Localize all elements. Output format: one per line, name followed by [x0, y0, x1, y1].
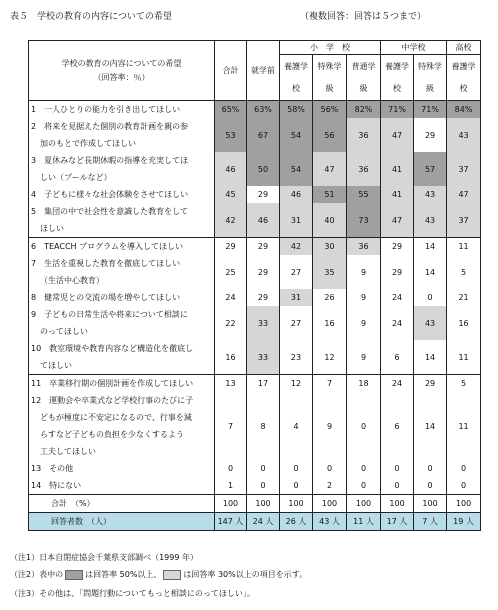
row-value: 12 — [313, 340, 347, 375]
table-row — [29, 477, 481, 495]
row-label — [29, 186, 215, 203]
row-value: 47 — [381, 203, 414, 238]
respondents-row — [29, 513, 481, 531]
header-group-junior: 中学校 — [381, 41, 447, 55]
row-value: 36 — [347, 152, 381, 186]
row-label — [29, 289, 215, 306]
row-value: 14 — [414, 238, 447, 256]
header-col-0-bottom: 校 — [280, 78, 313, 101]
row-label — [29, 477, 215, 495]
header-col-2-top: 普通学 — [347, 55, 381, 78]
row-label — [29, 392, 215, 460]
respondents-row-value: 7 人 — [414, 513, 447, 531]
row-value: 29 — [247, 255, 280, 289]
row-value: 16 — [215, 340, 247, 375]
row-value: 8 — [247, 392, 280, 460]
respondents-row-label: 回答者数 （人） — [29, 513, 215, 531]
row-value: 11 — [447, 238, 481, 256]
row-value: 36 — [347, 238, 381, 256]
row-value: 82% — [347, 101, 381, 119]
note-2-suffix: は回答率 30%以上の項目を示す。 — [183, 570, 308, 579]
row-value: 0 — [414, 289, 447, 306]
row-value: 29 — [247, 289, 280, 306]
row-value: 0 — [347, 460, 381, 477]
row-value: 9 — [347, 306, 381, 340]
row-label-line: 8 健常児との交流の場を増やしてほしい — [31, 293, 181, 302]
row-label-line: 1 一人ひとりの能力を引き出してほしい — [31, 105, 181, 114]
row-value: 6 — [381, 340, 414, 375]
row-value: 0 — [381, 477, 414, 495]
row-value: 31 — [280, 203, 313, 238]
row-value: 23 — [280, 340, 313, 375]
row-label — [29, 340, 215, 375]
row-value: 0 — [414, 460, 447, 477]
respondents-row-value: 147 人 — [215, 513, 247, 531]
row-label-line: 13 その他 — [31, 464, 74, 473]
row-label-line: 工夫してほしい — [40, 447, 96, 456]
survey-table — [28, 40, 481, 531]
table-row — [29, 203, 481, 238]
row-label — [29, 255, 215, 289]
row-value: 29 — [381, 238, 414, 256]
respondents-row-value: 11 人 — [347, 513, 381, 531]
row-value: 0 — [414, 477, 447, 495]
row-value: 0 — [215, 460, 247, 477]
respondents-row-value: 43 人 — [313, 513, 347, 531]
row-label — [29, 118, 215, 152]
row-value: 24 — [215, 289, 247, 306]
row-label — [29, 101, 215, 119]
row-value: 0 — [313, 460, 347, 477]
respondents-row-value: 26 人 — [280, 513, 313, 531]
header-col-0-top: 養護学 — [280, 55, 313, 78]
row-value: 55 — [347, 186, 381, 203]
row-value: 0 — [247, 477, 280, 495]
total-row-value: 100 — [215, 495, 247, 513]
survey-table-body — [29, 101, 481, 531]
row-value: 25 — [215, 255, 247, 289]
row-value: 53 — [215, 118, 247, 152]
row-value: 71% — [381, 101, 414, 119]
row-value: 54 — [280, 118, 313, 152]
total-row-label: 合計 （%） — [29, 495, 215, 513]
row-value: 47 — [381, 118, 414, 152]
row-value: 0 — [347, 392, 381, 460]
note-2-prefix: （注2）表中の — [10, 570, 64, 579]
note-2 — [10, 569, 307, 580]
table-row — [29, 152, 481, 186]
row-value: 43 — [414, 306, 447, 340]
table-row — [29, 289, 481, 306]
row-value: 56% — [313, 101, 347, 119]
row-label-line: 14 特にない — [31, 481, 82, 490]
row-value: 36 — [347, 118, 381, 152]
row-value: 29 — [215, 238, 247, 256]
note-2-mid: は回答率 50%以上、 — [85, 570, 162, 579]
table-row — [29, 460, 481, 477]
row-value: 31 — [280, 289, 313, 306]
row-label-line: 3 夏休みなど長期休暇の指導を充実してほ — [31, 156, 189, 165]
header-preschool: 就学前 — [247, 41, 280, 101]
row-value: 37 — [447, 203, 481, 238]
row-value: 11 — [447, 340, 481, 375]
total-row-value: 100 — [280, 495, 313, 513]
row-value: 0 — [347, 477, 381, 495]
row-value: 13 — [215, 375, 247, 393]
row-label-line: 10 教室環境や教育内容など構造化を徹底し — [31, 344, 194, 353]
row-value: 5 — [447, 255, 481, 289]
note-1: （注1）日本自閉症協会千葉県支部調べ（1999 年） — [10, 553, 198, 562]
row-value: 9 — [313, 392, 347, 460]
table-row — [29, 186, 481, 203]
header-item-title: 学校の教育の内容についての希望 — [61, 58, 182, 68]
row-value: 40 — [313, 203, 347, 238]
total-row-value: 100 — [414, 495, 447, 513]
total-row-value: 100 — [381, 495, 414, 513]
table-row — [29, 238, 481, 256]
row-value: 46 — [280, 186, 313, 203]
row-value: 45 — [215, 186, 247, 203]
row-label-line: 5 集団の中で社会性を意識した教育をして — [31, 207, 189, 216]
row-value: 51 — [313, 186, 347, 203]
row-value: 50 — [247, 152, 280, 186]
row-label-line: 2 将来を見据えた個別の教育計画を親の参 — [31, 122, 189, 131]
header-col-3-bottom: 校 — [381, 78, 414, 101]
row-value: 17 — [247, 375, 280, 393]
header-col-5-bottom: 校 — [447, 78, 481, 101]
row-value: 29 — [414, 375, 447, 393]
header-col-1-bottom: 級 — [313, 78, 347, 101]
row-label — [29, 375, 215, 393]
respondents-row-value: 24 人 — [247, 513, 280, 531]
row-value: 47 — [313, 152, 347, 186]
row-value: 5 — [447, 375, 481, 393]
row-label-line: 11 卒業移行期の個別計画を作成してほしい — [31, 379, 194, 388]
table-row — [29, 306, 481, 340]
table-row — [29, 340, 481, 375]
row-value: 29 — [381, 255, 414, 289]
row-label-line: （生活中心教育） — [40, 276, 104, 285]
table-row — [29, 255, 481, 289]
row-value: 24 — [381, 375, 414, 393]
row-value: 2 — [313, 477, 347, 495]
row-value: 41 — [381, 186, 414, 203]
row-value: 47 — [447, 186, 481, 203]
row-value: 42 — [215, 203, 247, 238]
row-label — [29, 238, 215, 256]
row-value: 0 — [447, 460, 481, 477]
row-value: 58% — [280, 101, 313, 119]
total-row-value: 100 — [247, 495, 280, 513]
row-label — [29, 306, 215, 340]
row-label-line: 12 運動会や卒業式など学校行事のたびに子 — [31, 396, 194, 405]
row-label-line: 6 TEACCH プログラムを導入してほしい — [31, 242, 184, 251]
row-value: 33 — [247, 340, 280, 375]
row-label-line: 7 生活を重視した教育を徹底してほしい — [31, 259, 181, 268]
row-label — [29, 152, 215, 186]
row-value: 11 — [447, 392, 481, 460]
row-value: 9 — [347, 340, 381, 375]
row-value: 24 — [381, 306, 414, 340]
row-label-line: ほしい — [40, 224, 64, 233]
total-row-value: 100 — [347, 495, 381, 513]
header-col-1-top: 特殊学 — [313, 55, 347, 78]
row-value: 14 — [414, 255, 447, 289]
header-col-4-bottom: 級 — [414, 78, 447, 101]
row-value: 63% — [247, 101, 280, 119]
respondents-row-value: 17 人 — [381, 513, 414, 531]
row-value: 12 — [280, 375, 313, 393]
row-value: 0 — [447, 477, 481, 495]
row-value: 56 — [313, 118, 347, 152]
row-value: 30 — [313, 238, 347, 256]
header-item-cell — [29, 41, 215, 101]
row-value: 9 — [347, 289, 381, 306]
table-row — [29, 118, 481, 152]
row-value: 6 — [381, 392, 414, 460]
row-value: 9 — [347, 255, 381, 289]
header-group-elementary: 小 学 校 — [280, 41, 381, 55]
row-value: 29 — [247, 238, 280, 256]
row-value: 26 — [313, 289, 347, 306]
light-shade-swatch — [163, 570, 181, 580]
header-total: 合計 — [215, 41, 247, 101]
dark-shade-swatch — [65, 570, 83, 580]
row-value: 14 — [414, 392, 447, 460]
row-value: 24 — [381, 289, 414, 306]
total-row-value: 100 — [447, 495, 481, 513]
row-value: 22 — [215, 306, 247, 340]
respondents-row-value: 19 人 — [447, 513, 481, 531]
header-col-2-bottom: 級 — [347, 78, 381, 101]
row-label-line: しい（プールなど） — [40, 173, 112, 182]
row-value: 14 — [414, 340, 447, 375]
table-caption-note: （複数回答：回答は５つまで） — [300, 12, 427, 22]
row-value: 46 — [215, 152, 247, 186]
row-value: 33 — [247, 306, 280, 340]
row-value: 35 — [313, 255, 347, 289]
row-value: 37 — [447, 152, 481, 186]
row-value: 29 — [247, 186, 280, 203]
header-col-5-top: 養護学 — [447, 55, 481, 78]
header-col-4-top: 特殊学 — [414, 55, 447, 78]
row-value: 4 — [280, 392, 313, 460]
row-label-line: 9 子どもの日常生活や将来について相談に — [31, 310, 188, 319]
row-value: 41 — [381, 152, 414, 186]
row-value: 84% — [447, 101, 481, 119]
row-label — [29, 460, 215, 477]
row-value: 29 — [414, 118, 447, 152]
row-value: 42 — [280, 238, 313, 256]
row-value: 21 — [447, 289, 481, 306]
row-value: 73 — [347, 203, 381, 238]
header-item-sub: （回答率：％） — [93, 72, 150, 82]
row-value: 0 — [280, 477, 313, 495]
row-value: 71% — [414, 101, 447, 119]
row-value: 43 — [447, 118, 481, 152]
row-value: 1 — [215, 477, 247, 495]
table-row — [29, 101, 481, 119]
total-row — [29, 495, 481, 513]
row-value: 7 — [313, 375, 347, 393]
row-value: 0 — [280, 460, 313, 477]
row-label — [29, 203, 215, 238]
row-label-line: 加のもとで作成してほしい — [40, 139, 136, 148]
total-row-value: 100 — [313, 495, 347, 513]
row-label-line: らすなど子どもの負担を少なくするよう — [40, 430, 184, 439]
row-value: 7 — [215, 392, 247, 460]
row-value: 0 — [247, 460, 280, 477]
row-value: 27 — [280, 255, 313, 289]
row-label-line: 4 子どもに様々な社会体験をさせてほしい — [31, 190, 189, 199]
row-label-line: のってほしい — [40, 327, 88, 336]
row-value: 54 — [280, 152, 313, 186]
row-value: 18 — [347, 375, 381, 393]
row-value: 46 — [247, 203, 280, 238]
row-label-line: てほしい — [40, 361, 72, 370]
row-value: 57 — [414, 152, 447, 186]
note-3: （注3）その他は、「問題行動についてもっと相談にのってほしい」。 — [10, 589, 255, 598]
row-value: 43 — [414, 186, 447, 203]
table-caption: 表５ 学校の教育の内容についての希望 — [10, 12, 172, 22]
row-label-line: どもが極度に不安定になるので、行事を減 — [40, 413, 192, 422]
row-value: 43 — [414, 203, 447, 238]
row-value: 27 — [280, 306, 313, 340]
table-row — [29, 392, 481, 460]
row-value: 67 — [247, 118, 280, 152]
header-col-3-top: 養護学 — [381, 55, 414, 78]
table-row — [29, 375, 481, 393]
row-value: 16 — [313, 306, 347, 340]
row-value: 0 — [381, 460, 414, 477]
row-value: 65% — [215, 101, 247, 119]
row-value: 16 — [447, 306, 481, 340]
header-group-high: 高校 — [447, 41, 481, 55]
